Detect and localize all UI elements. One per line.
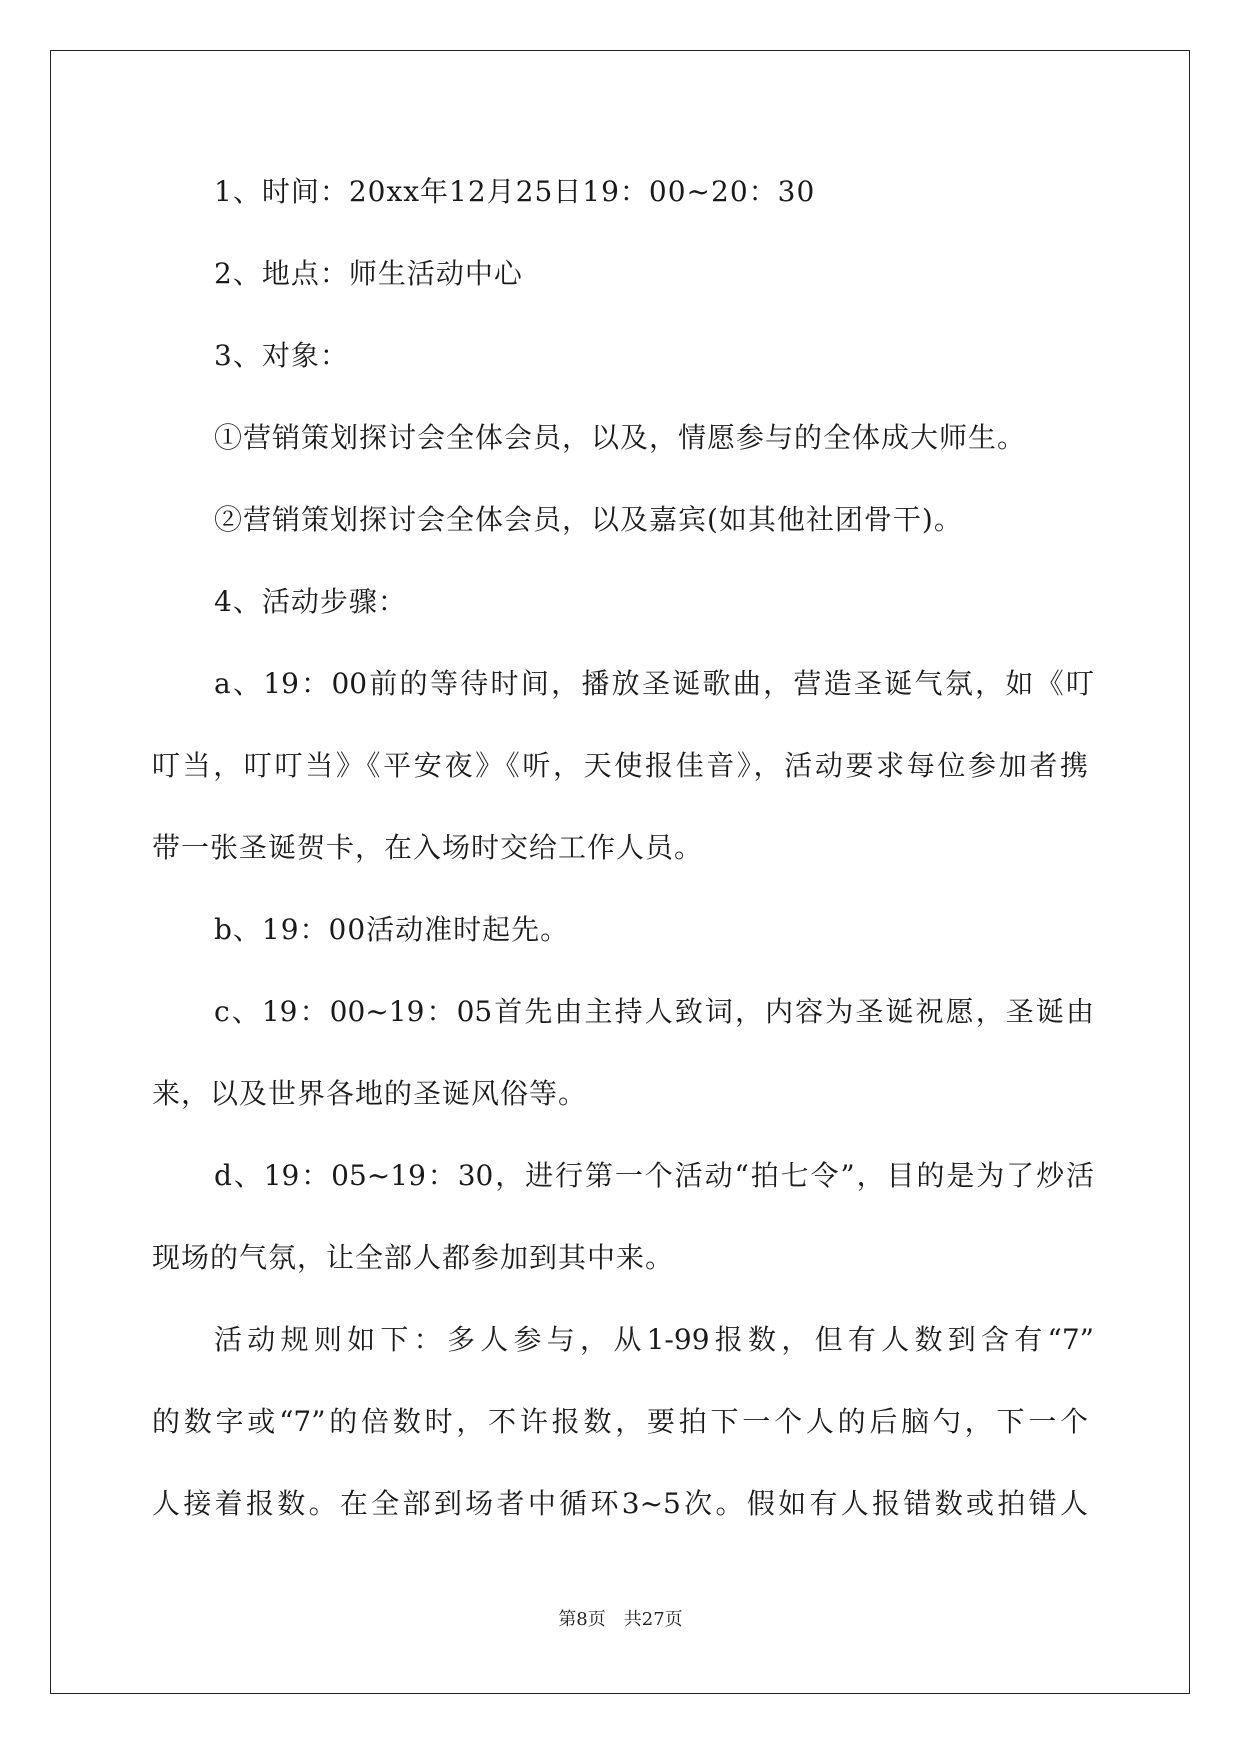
paragraph-rules-line-3: 人接着报数。在全部到场者中循环3~5次。假如有人报错数或拍错人 xyxy=(152,1487,1088,1520)
paragraph-step-b: b、19：00活动准时起先。 xyxy=(214,913,570,946)
page-total: 共27页 xyxy=(623,1609,683,1630)
paragraph-rules-line-2: 的数字或“7”的倍数时，不许报数，要拍下一个人的后脑勺，下一个 xyxy=(152,1405,1088,1438)
paragraph-location: 2、地点：师生活动中心 xyxy=(214,257,523,290)
paragraph-step-a-line-1: a、19：00前的等待时间，播放圣诞歌曲，营造圣诞气氛，如《叮 xyxy=(214,667,1094,700)
paragraph-time: 1、时间：20xx年12月25日19：00~20：30 xyxy=(214,175,816,208)
page-border xyxy=(50,50,1190,1694)
paragraph-step-a-line-2: 叮当，叮叮当》《平安夜》《听，天使报佳音》，活动要求每位参加者携 xyxy=(152,749,1088,782)
paragraph-step-c-line-2: 来，以及世界各地的圣诞风俗等。 xyxy=(152,1077,588,1110)
paragraph-audience-item-2: ②营销策划探讨会全体会员，以及嘉宾(如其他社团骨干)。 xyxy=(214,503,963,536)
paragraph-steps-heading: 4、活动步骤： xyxy=(214,585,407,618)
paragraph-step-d-line-1: d、19：05~19：30，进行第一个活动“拍七令”，目的是为了炒活 xyxy=(214,1159,1094,1192)
page-number: 第8页 xyxy=(558,1609,606,1630)
paragraph-rules-line-1: 活动规则如下：多人参与，从1-99报数，但有人数到含有“7” xyxy=(214,1323,1094,1356)
paragraph-step-d-line-2: 现场的气氛，让全部人都参加到其中来。 xyxy=(152,1241,675,1274)
paragraph-step-c-line-1: c、19：00~19：05首先由主持人致词，内容为圣诞祝愿，圣诞由 xyxy=(214,995,1094,1028)
paragraph-step-a-line-3: 带一张圣诞贺卡，在入场时交给工作人员。 xyxy=(152,831,704,864)
paragraph-audience-item-1: ①营销策划探讨会全体会员，以及，情愿参与的全体成大师生。 xyxy=(214,421,1027,454)
paragraph-audience-heading: 3、对象： xyxy=(214,339,349,372)
page-footer xyxy=(0,1608,1241,1632)
